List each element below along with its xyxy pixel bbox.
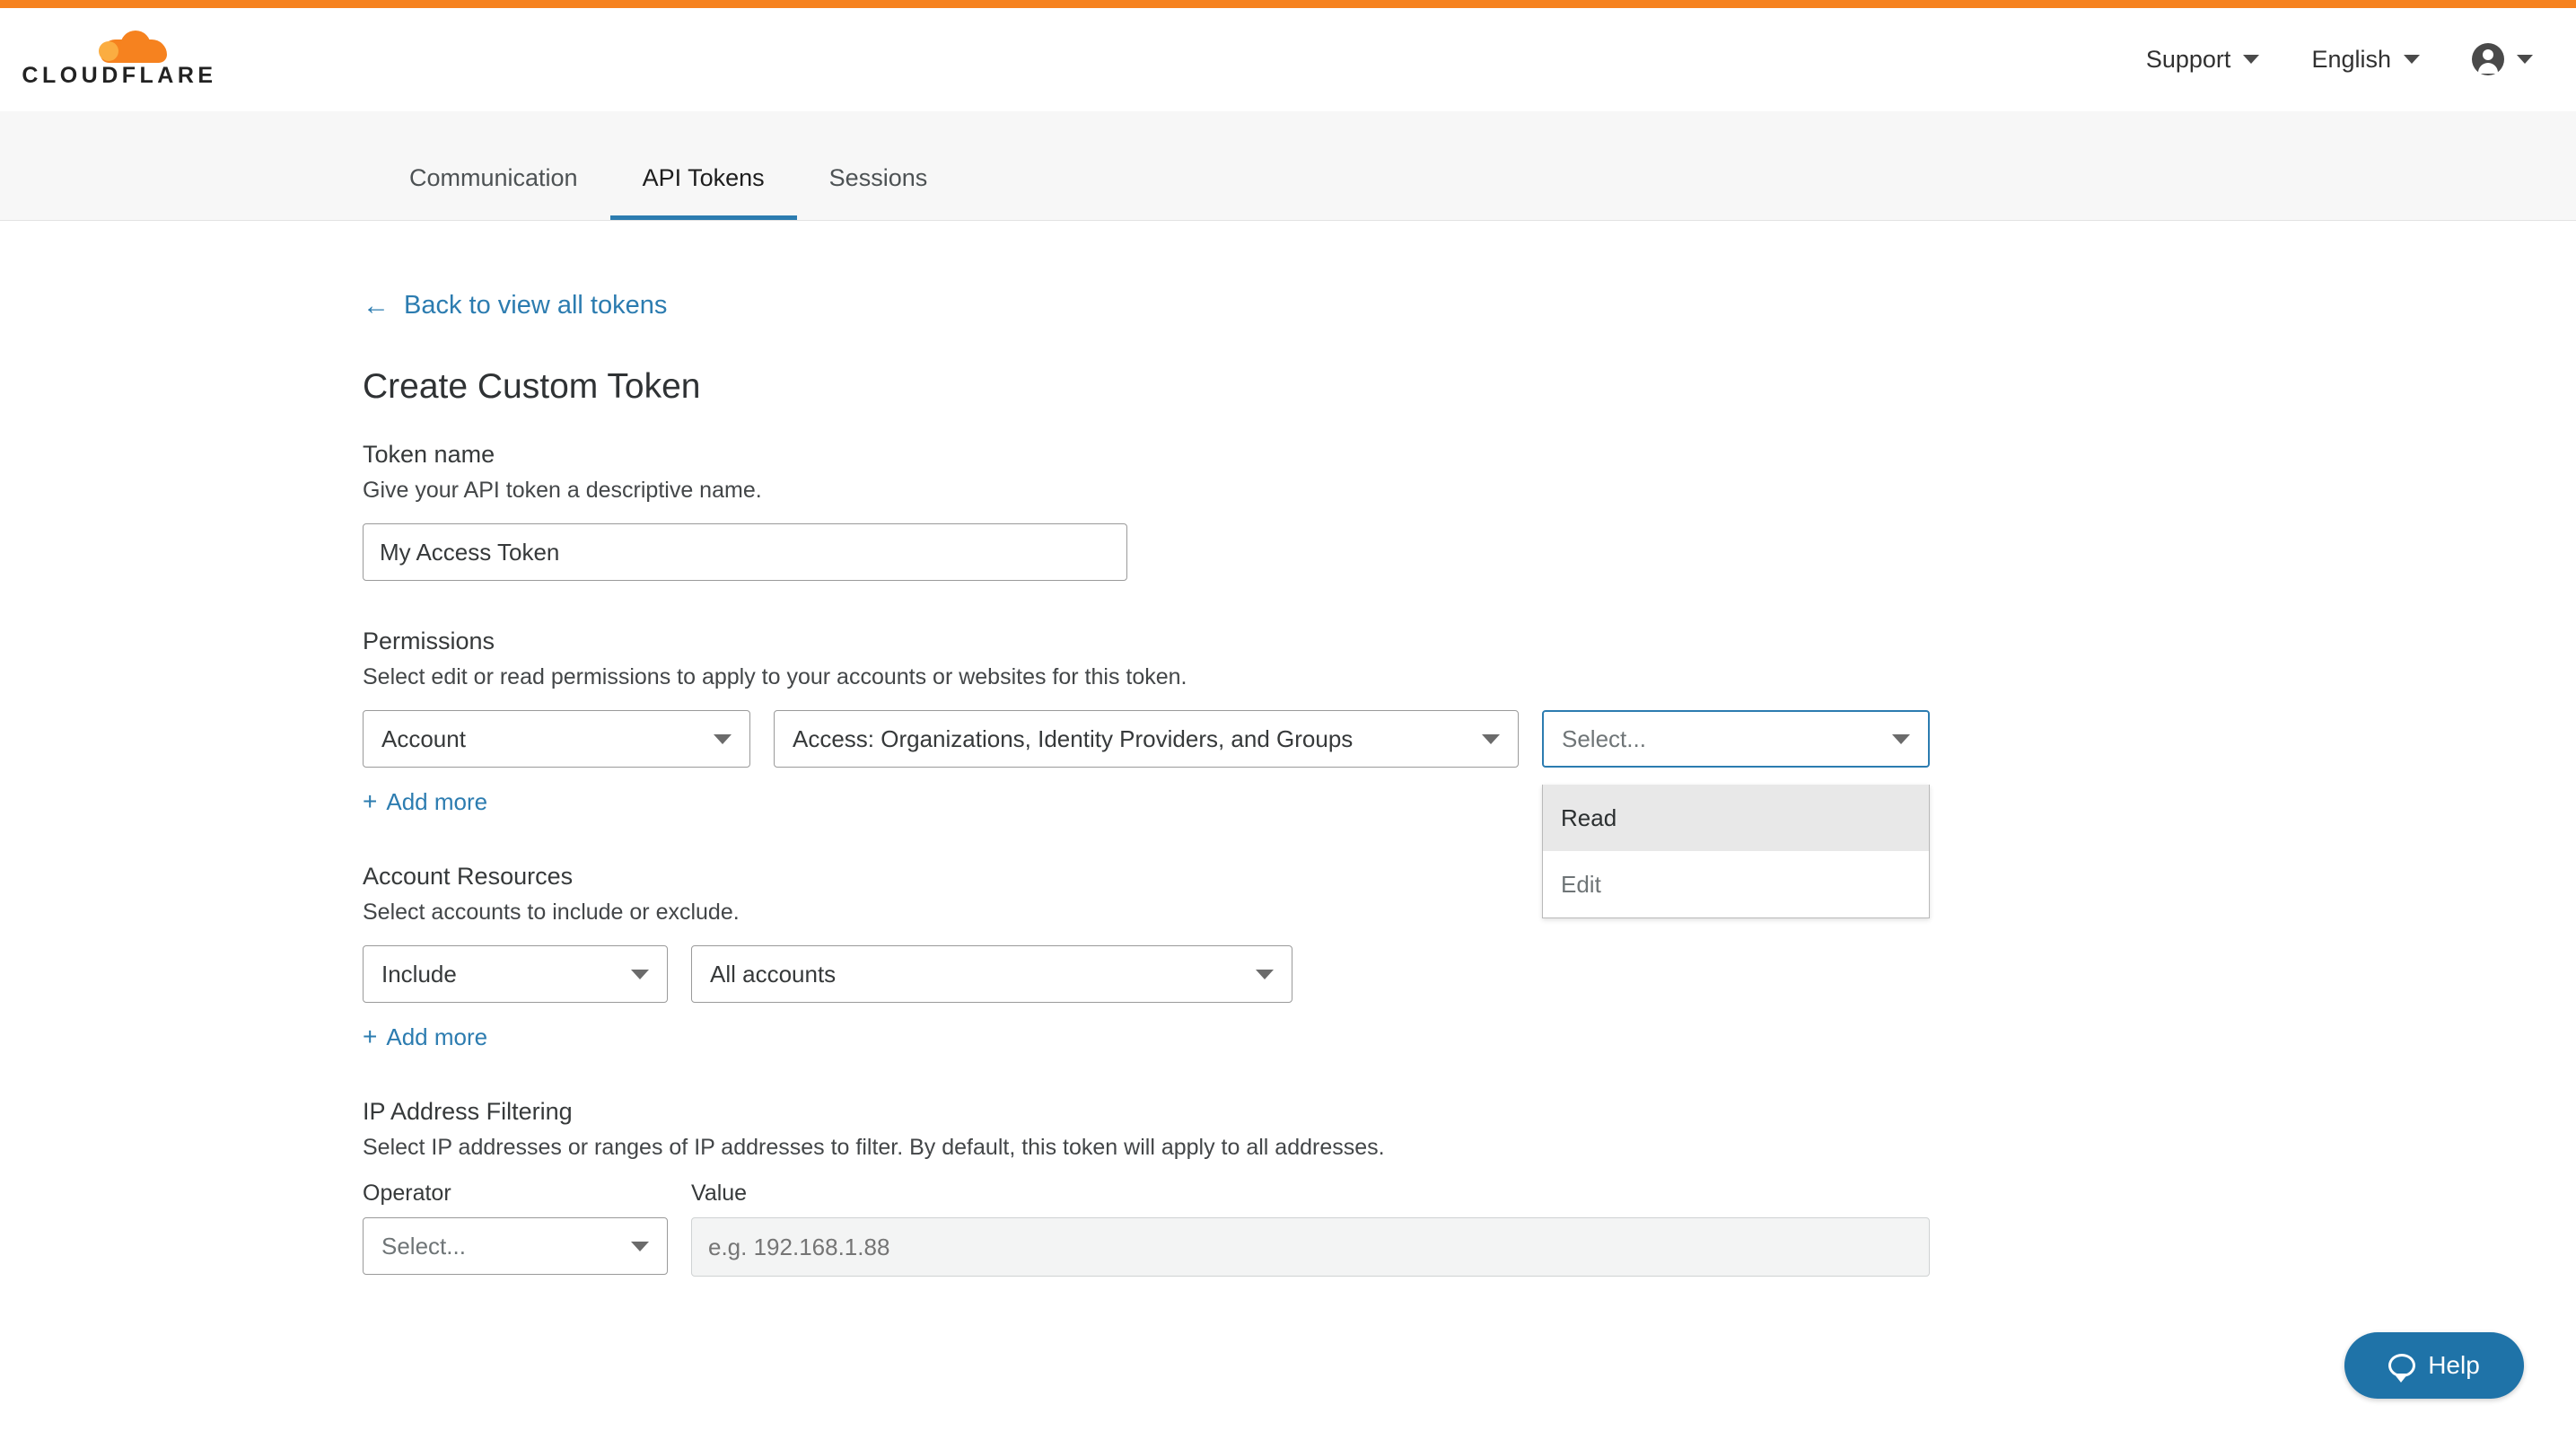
cloudflare-logo[interactable] [22,31,217,89]
arrow-left-icon: ← [363,290,390,320]
account-resource-mode-value: Include [381,960,457,988]
ip-value-label: Value [691,1181,748,1206]
account-resources-description: Select accounts to include or exclude. [363,900,740,925]
language-label: English [2311,45,2391,73]
support-label: Support [2145,45,2231,73]
permissions-row [363,710,2576,768]
account-resources-section [363,863,2576,1051]
tab-api-tokens[interactable]: API Tokens [610,166,797,220]
chevron-down-icon [631,1242,649,1251]
plus-icon: + [363,1023,378,1050]
token-name-description: Give your API token a descriptive name. [363,478,762,503]
back-link-label: Back to view all tokens [404,291,668,320]
account-resources-add-more-label: Add more [386,1023,488,1050]
page-title: Create Custom Token [363,367,701,406]
main-content [0,221,2576,1277]
permission-level-select[interactable] [1542,710,1930,768]
account-resources-add-more-button[interactable] [363,1023,487,1051]
chevron-down-icon [2517,55,2533,64]
token-name-label: Token name [363,441,495,468]
account-resource-accounts-value: All accounts [710,960,837,988]
back-to-tokens-link[interactable] [363,291,2576,320]
ip-value-input[interactable] [691,1217,1930,1277]
chevron-down-icon [1892,734,1910,744]
header-actions [2146,43,2533,75]
ip-filtering-section [363,1098,2576,1277]
user-avatar-icon [2472,43,2504,75]
permissions-add-more-button[interactable] [363,787,487,816]
token-name-section [363,441,2576,581]
permission-level-value: Select... [1562,724,1646,752]
tab-sessions[interactable]: Sessions [828,164,928,191]
permission-scope-value: Account [381,724,466,752]
ip-operator-value: Select... [381,1232,466,1260]
help-button-label: Help [2428,1351,2480,1379]
account-resources-label: Account Resources [363,863,574,890]
ip-filtering-label: IP Address Filtering [363,1098,573,1125]
support-menu[interactable] [2146,46,2260,74]
permission-level-dropdown [1542,785,1930,918]
chevron-down-icon [2243,55,2259,64]
ip-operator-label: Operator [363,1181,451,1206]
chat-bubble-icon [2388,1354,2415,1377]
cloud-icon [92,31,172,61]
chevron-down-icon [1482,734,1500,744]
dropdown-option-edit[interactable]: Edit [1561,870,1601,898]
chevron-down-icon [2404,55,2420,64]
ip-value-group [691,1181,1930,1277]
ip-operator-select[interactable] [363,1217,668,1275]
plus-icon: + [363,787,378,815]
account-resource-accounts-select[interactable] [691,945,1292,1003]
ip-filtering-row [363,1181,2576,1277]
language-menu[interactable] [2311,46,2420,74]
page-header [0,8,2576,111]
chevron-down-icon [631,970,649,979]
chevron-down-icon [1256,970,1274,979]
logo-wordmark: CLOUDFLARE [22,62,217,88]
account-resource-mode-select[interactable] [363,945,668,1003]
ip-operator-group [363,1181,668,1275]
permission-scope-select[interactable] [363,710,750,768]
tab-bar [0,111,2576,221]
ip-filtering-description: Select IP addresses or ranges of IP addresses to filter. By default, this token will apply to all addresses. [363,1135,1385,1160]
token-name-input[interactable] [363,523,1127,581]
chevron-down-icon [714,734,732,744]
account-menu[interactable] [2472,43,2533,75]
permissions-add-more-label: Add more [386,787,488,815]
top-accent-bar [0,0,2576,8]
dropdown-option-read[interactable]: Read [1543,785,1929,851]
help-button[interactable] [2344,1332,2524,1399]
permissions-description: Select edit or read permissions to apply to your accounts or websites for this token. [363,664,1187,689]
permission-resource-select[interactable] [774,710,1519,768]
tab-communication[interactable]: Communication [409,164,578,191]
permissions-label: Permissions [363,628,495,654]
permission-resource-value: Access: Organizations, Identity Providers, and Groups [793,724,1354,752]
account-resources-row [363,945,2576,1003]
